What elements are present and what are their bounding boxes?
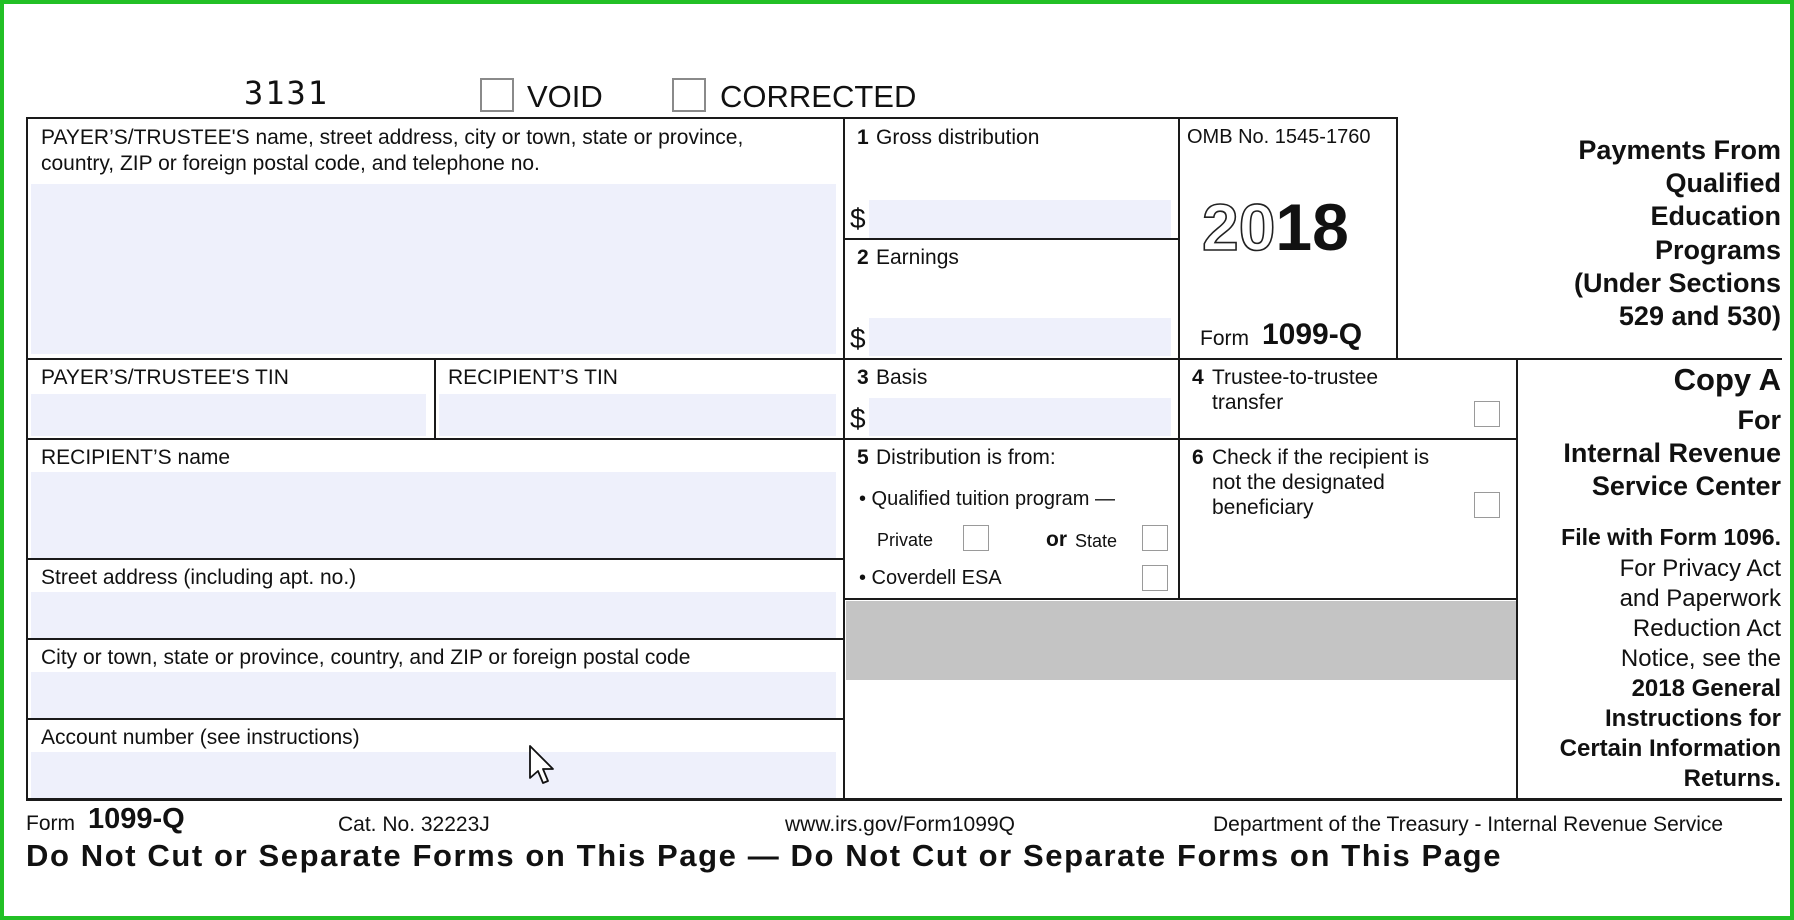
payer-label-line2: country, ZIP or foreign postal code, and telephone no.: [41, 152, 540, 175]
grid-line: [26, 798, 1782, 801]
basis-field[interactable]: [869, 398, 1171, 436]
box3-number: 3: [857, 366, 869, 389]
corrected-label: CORRECTED: [720, 79, 917, 114]
grid-line: [26, 718, 845, 720]
instructions-line4: Returns.: [1683, 765, 1781, 792]
box2-number: 2: [857, 246, 869, 269]
account-number-label: Account number (see instructions): [41, 726, 360, 749]
gross-distribution-field[interactable]: [869, 200, 1171, 238]
payer-info-field[interactable]: [31, 184, 836, 354]
void-checkbox[interactable]: [480, 78, 514, 112]
private-label: Private: [877, 530, 934, 550]
file-with-1096: File with Form 1096.: [1561, 524, 1781, 550]
footer-form-name: 1099-Q: [88, 803, 185, 835]
box6-label-line2: not the designated: [1212, 471, 1385, 494]
coverdell-label: • Coverdell ESA: [859, 567, 1002, 589]
form-prefix: Form: [1200, 327, 1249, 350]
grid-line: [26, 117, 1398, 119]
box1-label: Gross distribution: [876, 126, 1040, 149]
form-name: 1099-Q: [1262, 318, 1363, 351]
copy-for: For: [1737, 405, 1781, 435]
box4-checkbox[interactable]: [1474, 401, 1500, 427]
form-title-line3: Education: [1650, 201, 1781, 231]
grid-line: [434, 358, 436, 440]
box4-number: 4: [1192, 366, 1204, 389]
box1-dollar: $: [850, 203, 866, 234]
state-checkbox[interactable]: [1142, 525, 1168, 551]
irs-url: www.irs.gov/Form1099Q: [785, 813, 1015, 836]
recipient-tin-label: RECIPIENT’S TIN: [448, 366, 618, 389]
box6-checkbox[interactable]: [1474, 492, 1500, 518]
box1-number: 1: [857, 126, 869, 149]
tax-year-bold: 18: [1275, 190, 1349, 264]
form-title-line2: Qualified: [1665, 168, 1781, 198]
grid-line: [26, 558, 845, 560]
form-title-line4: Programs: [1654, 235, 1781, 265]
instructions-line3: Certain Information: [1559, 735, 1781, 762]
tax-year: [1202, 192, 1349, 262]
form-code: 3131: [244, 74, 330, 112]
form-title-line5: (Under Sections: [1573, 268, 1781, 298]
or-label: or: [1046, 528, 1067, 551]
box6-label-line3: beneficiary: [1212, 496, 1314, 519]
grid-line: [26, 638, 845, 640]
box4-label-line2: transfer: [1212, 391, 1284, 414]
catalog-number: Cat. No. 32223J: [338, 813, 490, 836]
account-number-field[interactable]: [31, 752, 836, 798]
omb-number: OMB No. 1545-1760: [1187, 126, 1371, 148]
city-field[interactable]: [31, 672, 836, 718]
box4-label-line1: Trustee-to-trustee: [1212, 366, 1379, 389]
instructions-line2: Instructions for: [1604, 705, 1781, 732]
qualified-tuition-label: • Qualified tuition program —: [859, 488, 1116, 510]
payer-label: PAYER’S/TRUSTEE'S name, street address, city or town, state or province,: [41, 126, 744, 149]
street-address-label: Street address (including apt. no.): [41, 566, 357, 589]
recipient-name-field[interactable]: [31, 472, 836, 558]
box5-number: 5: [857, 446, 869, 469]
gray-shaded-area: [846, 601, 1516, 680]
grid-line: [843, 598, 1518, 600]
copy-irs-line2: Service Center: [1591, 471, 1781, 501]
footer-form-prefix: Form: [26, 812, 75, 835]
copy-title: Copy A: [1673, 362, 1781, 397]
privacy-line1: For Privacy Act: [1619, 555, 1781, 582]
recipient-name-label: RECIPIENT’S name: [41, 446, 231, 469]
recipient-tin-field[interactable]: [439, 394, 836, 436]
grid-line: [1516, 358, 1518, 800]
treasury-department: Department of the Treasury - Internal Revenue Service: [1213, 813, 1724, 836]
privacy-line3: Reduction Act: [1632, 615, 1781, 642]
privacy-line4: Notice, see the: [1620, 645, 1781, 672]
box3-label: Basis: [876, 366, 928, 389]
grid-line: [26, 358, 1782, 360]
instructions-line1: 2018 General: [1631, 675, 1781, 702]
coverdell-checkbox[interactable]: [1142, 565, 1168, 591]
tax-year-outline: 20: [1202, 190, 1276, 264]
box2-dollar: $: [850, 323, 866, 354]
corrected-checkbox[interactable]: [672, 78, 706, 112]
do-not-cut-banner: Do Not Cut or Separate Forms on This Page — Do Not Cut or Separate Forms on This Page: [26, 838, 1503, 873]
grid-line: [1396, 117, 1398, 359]
city-label: City or town, state or province, country, and ZIP or foreign postal code: [41, 646, 691, 669]
state-label: State: [1075, 531, 1118, 551]
privacy-line2: and Paperwork: [1619, 585, 1781, 612]
box3-dollar: $: [850, 403, 866, 434]
payer-tin-field[interactable]: [31, 394, 426, 436]
void-label: VOID: [527, 79, 603, 114]
grid-line: [26, 117, 28, 800]
payer-tin-label: PAYER’S/TRUSTEE'S TIN: [41, 366, 289, 389]
form-title-line6: 529 and 530): [1618, 301, 1781, 331]
street-address-field[interactable]: [31, 592, 836, 638]
box5-label: Distribution is from:: [876, 446, 1056, 469]
grid-line: [26, 438, 1518, 440]
box2-label: Earnings: [876, 246, 959, 269]
earnings-field[interactable]: [869, 318, 1171, 356]
mouse-cursor-icon: [528, 744, 556, 786]
grid-line: [843, 238, 1180, 240]
form-title-line1: Payments From: [1578, 135, 1781, 165]
private-checkbox[interactable]: [963, 525, 989, 551]
grid-line: [843, 117, 845, 800]
copy-irs-line1: Internal Revenue: [1563, 438, 1781, 468]
box6-number: 6: [1192, 446, 1204, 469]
box6-label-line1: Check if the recipient is: [1212, 446, 1430, 469]
